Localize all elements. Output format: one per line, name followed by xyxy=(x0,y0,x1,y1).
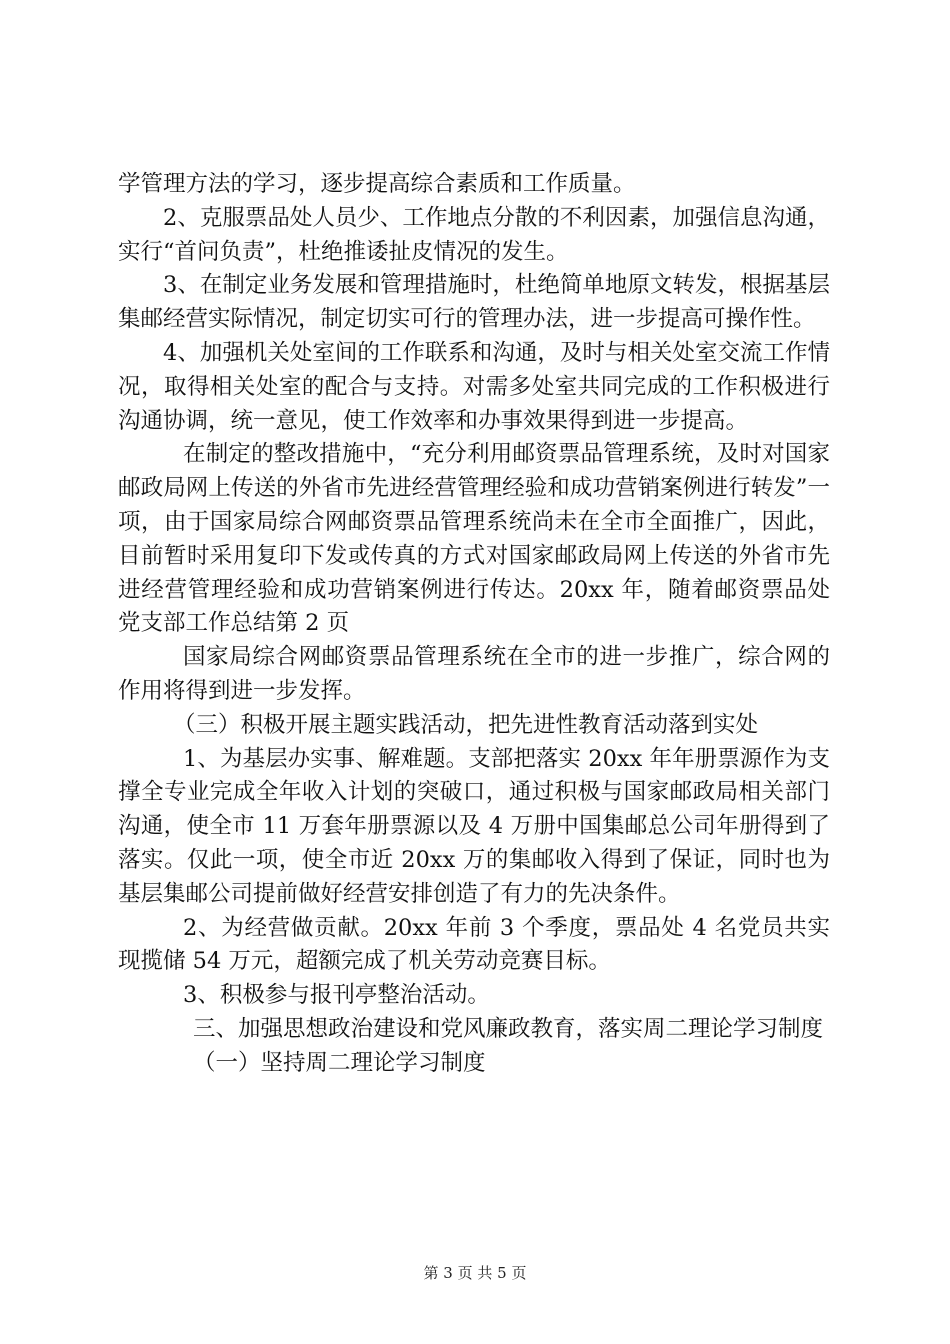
document-body xyxy=(118,168,830,1081)
paragraph-item-4: 4、加强机关处室间的工作联系和沟通，及时与相关处室交流工作情况，取得相关处室的配合与支持。对需多处室共同完成的工作积极进行沟通协调，统一意见，使工作效率和办事效果得到进一步提高。 xyxy=(118,339,830,434)
section-heading-sub-1: （一）坚持周二理论学习制度 xyxy=(193,1049,486,1076)
paragraph-rectification: 在制定的整改措施中，“充分利用邮资票品管理系统，及时对国家邮政局网上传送的外省市先进经营管理经验和成功营销案例进行转发”一项，由于国家局综合网邮资票品管理系统尚未在全市全面推广，因此，目前暂时采用复印下发或传真的方式对国家邮政局网上传送的外省市先进经营管理经验和成功营销案例进行传达。20xx 年，随着邮资票品处党支部工作总结第 2 页 xyxy=(118,441,830,637)
section-heading-3: （三）积极开展主题实践活动，把先进性教育活动落到实处 xyxy=(173,711,759,738)
paragraph-practical-2: 2、为经营做贡献。20xx 年前 3 个季度，票品处 4 名党员共实现揽储 54 万元，超额完成了机关劳动竞赛目标。 xyxy=(118,914,830,975)
section-heading-main-3: 三、加强思想政治建设和党风廉政教育，落实周二理论学习制度 xyxy=(193,1015,824,1042)
paragraph-continuation: 学管理方法的学习，逐步提高综合素质和工作质量。 xyxy=(118,171,636,197)
paragraph-item-2: 2、克服票品处人员少、工作地点分散的不利因素，加强信息沟通，实行“首问负责”，杜绝推诿扯皮情况的发生。 xyxy=(118,204,830,265)
paragraph-item-3: 3、在制定业务发展和管理措施时，杜绝简单地原文转发，根据基层集邮经营实际情况，制定切实可行的管理办法，进一步提高可操作性。 xyxy=(118,272,830,333)
paragraph-network: 国家局综合网邮资票品管理系统在全市的进一步推广，综合网的作用将得到进一步发挥。 xyxy=(118,644,830,704)
paragraph-practical-1: 1、为基层办实事、解难题。支部把落实 20xx 年年册票源作为支撑全专业完成全年收入计划的突破口，通过积极与国家邮政局相关部门沟通，使全市 11 万套年册票源以及 4 万册中国集邮总公司年册得到了落实。仅此一项，使全市近 20xx 万的集邮收入得到了保证，同时也为基层集邮公司提前做好经营安排创造了有力的先决条件。 xyxy=(118,745,830,907)
page-footer: 第 3 页 共 5 页 xyxy=(423,1264,527,1282)
paragraph-practical-3: 3、积极参与报刊亭整治活动。 xyxy=(183,982,490,1009)
